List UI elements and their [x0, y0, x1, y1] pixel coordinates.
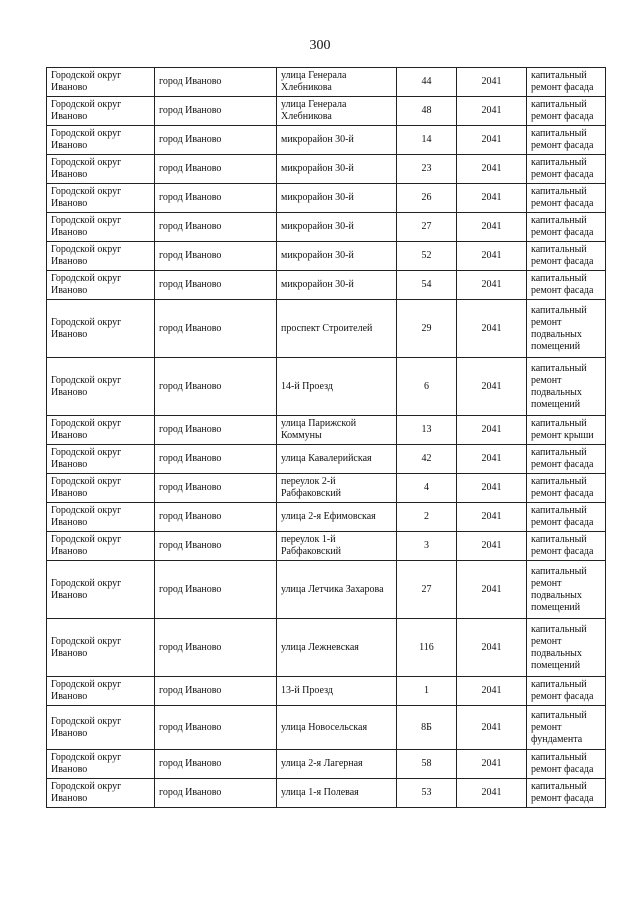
district-cell: Городской округ Иваново	[47, 184, 155, 213]
city-cell: город Иваново	[155, 155, 277, 184]
work-type-cell: капитальный ремонт фасада	[527, 503, 606, 532]
work-type-cell: капитальный ремонт подвальных помещений	[527, 561, 606, 619]
city-cell: город Иваново	[155, 271, 277, 300]
work-type-cell: капитальный ремонт фасада	[527, 184, 606, 213]
work-type-cell: капитальный ремонт фасада	[527, 677, 606, 706]
house-number-cell: 27	[397, 213, 457, 242]
repair-schedule-table	[46, 67, 606, 808]
house-number-cell: 42	[397, 445, 457, 474]
street-cell: улица 1-я Полевая	[277, 779, 397, 808]
table-row	[47, 532, 606, 561]
district-cell: Городской округ Иваново	[47, 97, 155, 126]
year-cell: 2041	[457, 126, 527, 155]
city-cell: город Иваново	[155, 445, 277, 474]
work-type-cell: капитальный ремонт подвальных помещений	[527, 358, 606, 416]
street-cell: 13-й Проезд	[277, 677, 397, 706]
year-cell: 2041	[457, 358, 527, 416]
table-row	[47, 561, 606, 619]
work-type-cell: капитальный ремонт фасада	[527, 271, 606, 300]
city-cell: город Иваново	[155, 242, 277, 271]
house-number-cell: 4	[397, 474, 457, 503]
house-number-cell: 48	[397, 97, 457, 126]
year-cell: 2041	[457, 750, 527, 779]
work-type-cell: капитальный ремонт подвальных помещений	[527, 619, 606, 677]
city-cell: город Иваново	[155, 68, 277, 97]
city-cell: город Иваново	[155, 750, 277, 779]
table-row	[47, 358, 606, 416]
street-cell: микрорайон 30-й	[277, 242, 397, 271]
house-number-cell: 8Б	[397, 706, 457, 750]
city-cell: город Иваново	[155, 213, 277, 242]
district-cell: Городской округ Иваново	[47, 155, 155, 184]
year-cell: 2041	[457, 242, 527, 271]
street-cell: микрорайон 30-й	[277, 184, 397, 213]
district-cell: Городской округ Иваново	[47, 358, 155, 416]
year-cell: 2041	[457, 97, 527, 126]
year-cell: 2041	[457, 416, 527, 445]
street-cell: микрорайон 30-й	[277, 155, 397, 184]
house-number-cell: 53	[397, 779, 457, 808]
city-cell: город Иваново	[155, 97, 277, 126]
table-row	[47, 97, 606, 126]
year-cell: 2041	[457, 779, 527, 808]
street-cell: улица Новосельская	[277, 706, 397, 750]
city-cell: город Иваново	[155, 677, 277, 706]
work-type-cell: капитальный ремонт фасада	[527, 97, 606, 126]
year-cell: 2041	[457, 561, 527, 619]
house-number-cell: 44	[397, 68, 457, 97]
street-cell: улица Лежневская	[277, 619, 397, 677]
work-type-cell: капитальный ремонт фундамента	[527, 706, 606, 750]
house-number-cell: 2	[397, 503, 457, 532]
street-cell: 14-й Проезд	[277, 358, 397, 416]
district-cell: Городской округ Иваново	[47, 779, 155, 808]
district-cell: Городской округ Иваново	[47, 126, 155, 155]
district-cell: Городской округ Иваново	[47, 561, 155, 619]
year-cell: 2041	[457, 503, 527, 532]
house-number-cell: 23	[397, 155, 457, 184]
house-number-cell: 27	[397, 561, 457, 619]
street-cell: микрорайон 30-й	[277, 213, 397, 242]
year-cell: 2041	[457, 271, 527, 300]
table-row	[47, 126, 606, 155]
street-cell: улица 2-я Лагерная	[277, 750, 397, 779]
year-cell: 2041	[457, 68, 527, 97]
district-cell: Городской округ Иваново	[47, 474, 155, 503]
district-cell: Городской округ Иваново	[47, 242, 155, 271]
street-cell: улица Парижской Коммуны	[277, 416, 397, 445]
street-cell: улица Летчика Захарова	[277, 561, 397, 619]
table-row	[47, 155, 606, 184]
house-number-cell: 116	[397, 619, 457, 677]
district-cell: Городской округ Иваново	[47, 677, 155, 706]
street-cell: улица Генерала Хлебникова	[277, 68, 397, 97]
city-cell: город Иваново	[155, 184, 277, 213]
work-type-cell: капитальный ремонт фасада	[527, 155, 606, 184]
table-row	[47, 184, 606, 213]
work-type-cell: капитальный ремонт подвальных помещений	[527, 300, 606, 358]
house-number-cell: 52	[397, 242, 457, 271]
table-row	[47, 503, 606, 532]
work-type-cell: капитальный ремонт фасада	[527, 242, 606, 271]
district-cell: Городской округ Иваново	[47, 750, 155, 779]
table-row	[47, 619, 606, 677]
house-number-cell: 1	[397, 677, 457, 706]
street-cell: улица Генерала Хлебникова	[277, 97, 397, 126]
year-cell: 2041	[457, 184, 527, 213]
table-row	[47, 706, 606, 750]
work-type-cell: капитальный ремонт фасада	[527, 445, 606, 474]
house-number-cell: 26	[397, 184, 457, 213]
year-cell: 2041	[457, 155, 527, 184]
year-cell: 2041	[457, 474, 527, 503]
street-cell: микрорайон 30-й	[277, 126, 397, 155]
work-type-cell: капитальный ремонт фасада	[527, 213, 606, 242]
city-cell: город Иваново	[155, 300, 277, 358]
city-cell: город Иваново	[155, 503, 277, 532]
year-cell: 2041	[457, 532, 527, 561]
city-cell: город Иваново	[155, 706, 277, 750]
district-cell: Городской округ Иваново	[47, 532, 155, 561]
table-body	[47, 68, 606, 808]
year-cell: 2041	[457, 445, 527, 474]
city-cell: город Иваново	[155, 126, 277, 155]
house-number-cell: 58	[397, 750, 457, 779]
street-cell: проспект Строителей	[277, 300, 397, 358]
work-type-cell: капитальный ремонт фасада	[527, 750, 606, 779]
street-cell: улица 2-я Ефимовская	[277, 503, 397, 532]
district-cell: Городской округ Иваново	[47, 503, 155, 532]
district-cell: Городской округ Иваново	[47, 68, 155, 97]
year-cell: 2041	[457, 677, 527, 706]
table-row	[47, 779, 606, 808]
district-cell: Городской округ Иваново	[47, 445, 155, 474]
year-cell: 2041	[457, 619, 527, 677]
work-type-cell: капитальный ремонт фасада	[527, 68, 606, 97]
street-cell: переулок 2-й Рабфаковский	[277, 474, 397, 503]
house-number-cell: 3	[397, 532, 457, 561]
table-row	[47, 750, 606, 779]
district-cell: Городской округ Иваново	[47, 416, 155, 445]
year-cell: 2041	[457, 213, 527, 242]
city-cell: город Иваново	[155, 358, 277, 416]
house-number-cell: 54	[397, 271, 457, 300]
city-cell: город Иваново	[155, 416, 277, 445]
table-row	[47, 271, 606, 300]
table-row	[47, 474, 606, 503]
table-row	[47, 416, 606, 445]
city-cell: город Иваново	[155, 474, 277, 503]
table-row	[47, 300, 606, 358]
work-type-cell: капитальный ремонт фасада	[527, 126, 606, 155]
table-row	[47, 445, 606, 474]
district-cell: Городской округ Иваново	[47, 300, 155, 358]
house-number-cell: 6	[397, 358, 457, 416]
house-number-cell: 13	[397, 416, 457, 445]
work-type-cell: капитальный ремонт фасада	[527, 779, 606, 808]
table-row	[47, 213, 606, 242]
year-cell: 2041	[457, 300, 527, 358]
house-number-cell: 14	[397, 126, 457, 155]
city-cell: город Иваново	[155, 779, 277, 808]
street-cell: переулок 1-й Рабфаковский	[277, 532, 397, 561]
work-type-cell: капитальный ремонт фасада	[527, 532, 606, 561]
work-type-cell: капитальный ремонт фасада	[527, 474, 606, 503]
district-cell: Городской округ Иваново	[47, 706, 155, 750]
district-cell: Городской округ Иваново	[47, 213, 155, 242]
table-row	[47, 677, 606, 706]
city-cell: город Иваново	[155, 561, 277, 619]
street-cell: улица Кавалерийская	[277, 445, 397, 474]
district-cell: Городской округ Иваново	[47, 619, 155, 677]
year-cell: 2041	[457, 706, 527, 750]
district-cell: Городской округ Иваново	[47, 271, 155, 300]
table-row	[47, 68, 606, 97]
street-cell: микрорайон 30-й	[277, 271, 397, 300]
city-cell: город Иваново	[155, 532, 277, 561]
city-cell: город Иваново	[155, 619, 277, 677]
house-number-cell: 29	[397, 300, 457, 358]
table-row	[47, 242, 606, 271]
page-number: 300	[309, 38, 331, 53]
work-type-cell: капитальный ремонт крыши	[527, 416, 606, 445]
